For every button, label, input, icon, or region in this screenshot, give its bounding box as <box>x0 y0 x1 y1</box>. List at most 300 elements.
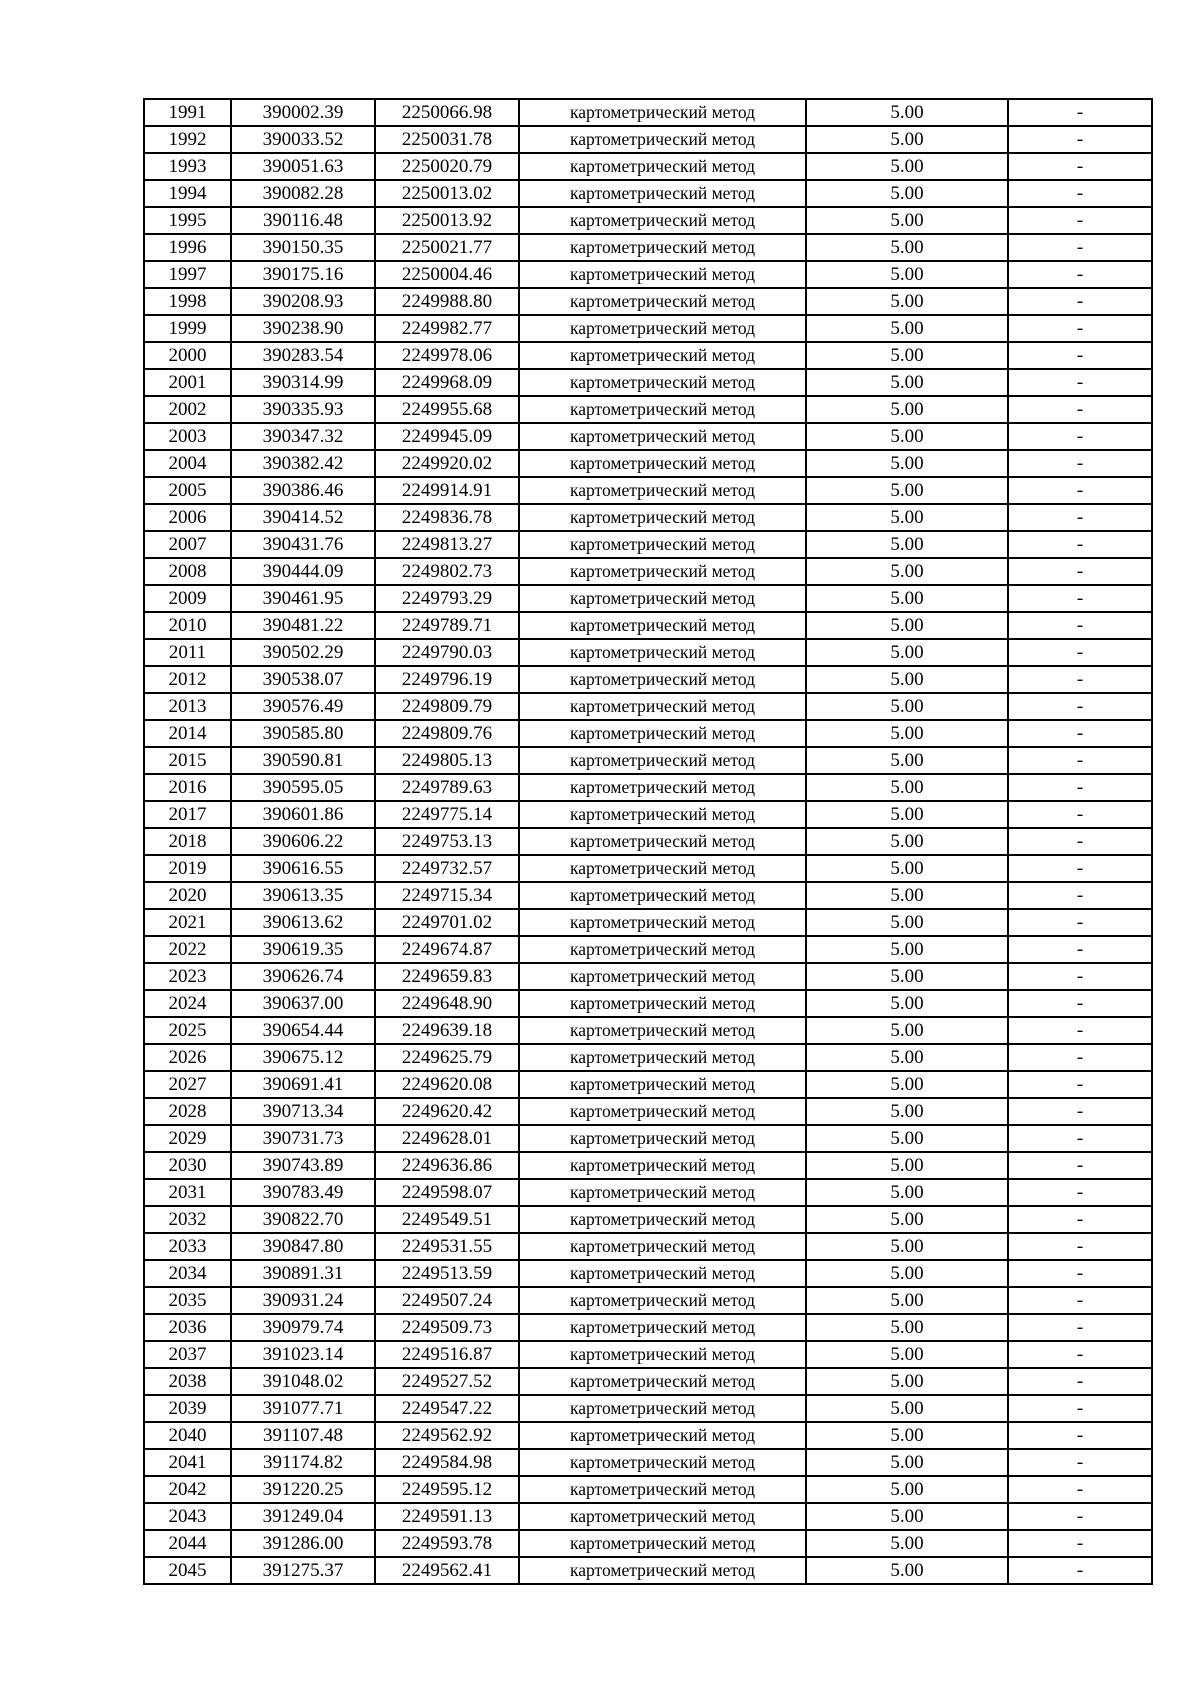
table-row <box>144 99 1152 126</box>
accuracy-cell: 5.00 <box>806 531 1008 558</box>
point-number-cell: 2002 <box>144 396 231 423</box>
accuracy-cell: 5.00 <box>806 1206 1008 1233</box>
y-coordinate-cell: 2249595.12 <box>375 1476 519 1503</box>
note-cell: - <box>1008 423 1152 450</box>
note-cell: - <box>1008 909 1152 936</box>
point-number-cell: 2033 <box>144 1233 231 1260</box>
accuracy-cell: 5.00 <box>806 1179 1008 1206</box>
x-coordinate-cell: 390414.52 <box>231 504 375 531</box>
y-coordinate-cell: 2250021.77 <box>375 234 519 261</box>
y-coordinate-cell: 2249620.42 <box>375 1098 519 1125</box>
accuracy-cell: 5.00 <box>806 666 1008 693</box>
x-coordinate-cell: 390691.41 <box>231 1071 375 1098</box>
note-cell: - <box>1008 99 1152 126</box>
point-number-cell: 1991 <box>144 99 231 126</box>
y-coordinate-cell: 2249513.59 <box>375 1260 519 1287</box>
accuracy-cell: 5.00 <box>806 585 1008 612</box>
method-cell: картометрический метод <box>519 1098 806 1125</box>
method-cell: картометрический метод <box>519 261 806 288</box>
accuracy-cell: 5.00 <box>806 477 1008 504</box>
y-coordinate-cell: 2249593.78 <box>375 1530 519 1557</box>
y-coordinate-cell: 2249715.34 <box>375 882 519 909</box>
method-cell: картометрический метод <box>519 774 806 801</box>
x-coordinate-cell: 390619.35 <box>231 936 375 963</box>
method-cell: картометрический метод <box>519 396 806 423</box>
method-cell: картометрический метод <box>519 693 806 720</box>
table-row <box>144 315 1152 342</box>
x-coordinate-cell: 390585.80 <box>231 720 375 747</box>
x-coordinate-cell: 390613.35 <box>231 882 375 909</box>
method-cell: картометрический метод <box>519 99 806 126</box>
accuracy-cell: 5.00 <box>806 1503 1008 1530</box>
y-coordinate-cell: 2249598.07 <box>375 1179 519 1206</box>
note-cell: - <box>1008 936 1152 963</box>
note-cell: - <box>1008 1449 1152 1476</box>
note-cell: - <box>1008 1017 1152 1044</box>
point-number-cell: 2027 <box>144 1071 231 1098</box>
accuracy-cell: 5.00 <box>806 1368 1008 1395</box>
y-coordinate-cell: 2249802.73 <box>375 558 519 585</box>
accuracy-cell: 5.00 <box>806 1422 1008 1449</box>
table-row <box>144 153 1152 180</box>
method-cell: картометрический метод <box>519 639 806 666</box>
accuracy-cell: 5.00 <box>806 720 1008 747</box>
method-cell: картометрический метод <box>519 936 806 963</box>
method-cell: картометрический метод <box>519 1422 806 1449</box>
note-cell: - <box>1008 1341 1152 1368</box>
note-cell: - <box>1008 504 1152 531</box>
point-number-cell: 2007 <box>144 531 231 558</box>
note-cell: - <box>1008 477 1152 504</box>
table-row <box>144 234 1152 261</box>
accuracy-cell: 5.00 <box>806 1476 1008 1503</box>
accuracy-cell: 5.00 <box>806 1449 1008 1476</box>
note-cell: - <box>1008 1314 1152 1341</box>
method-cell: картометрический метод <box>519 1287 806 1314</box>
point-number-cell: 2028 <box>144 1098 231 1125</box>
y-coordinate-cell: 2249648.90 <box>375 990 519 1017</box>
method-cell: картометрический метод <box>519 963 806 990</box>
method-cell: картометрический метод <box>519 1044 806 1071</box>
accuracy-cell: 5.00 <box>806 423 1008 450</box>
note-cell: - <box>1008 1368 1152 1395</box>
y-coordinate-cell: 2249547.22 <box>375 1395 519 1422</box>
method-cell: картометрический метод <box>519 1449 806 1476</box>
point-number-cell: 2019 <box>144 855 231 882</box>
table-row <box>144 558 1152 585</box>
x-coordinate-cell: 390431.76 <box>231 531 375 558</box>
x-coordinate-cell: 390675.12 <box>231 1044 375 1071</box>
accuracy-cell: 5.00 <box>806 801 1008 828</box>
table-row <box>144 1233 1152 1260</box>
x-coordinate-cell: 390116.48 <box>231 207 375 234</box>
y-coordinate-cell: 2249639.18 <box>375 1017 519 1044</box>
accuracy-cell: 5.00 <box>806 234 1008 261</box>
y-coordinate-cell: 2249516.87 <box>375 1341 519 1368</box>
note-cell: - <box>1008 585 1152 612</box>
note-cell: - <box>1008 1422 1152 1449</box>
x-coordinate-cell: 390033.52 <box>231 126 375 153</box>
table-row <box>144 801 1152 828</box>
point-number-cell: 2044 <box>144 1530 231 1557</box>
table-row <box>144 585 1152 612</box>
point-number-cell: 2045 <box>144 1557 231 1584</box>
method-cell: картометрический метод <box>519 126 806 153</box>
method-cell: картометрический метод <box>519 342 806 369</box>
accuracy-cell: 5.00 <box>806 612 1008 639</box>
point-number-cell: 2021 <box>144 909 231 936</box>
table-row <box>144 1314 1152 1341</box>
accuracy-cell: 5.00 <box>806 990 1008 1017</box>
x-coordinate-cell: 390051.63 <box>231 153 375 180</box>
table-row <box>144 882 1152 909</box>
note-cell: - <box>1008 801 1152 828</box>
x-coordinate-cell: 390606.22 <box>231 828 375 855</box>
note-cell: - <box>1008 1044 1152 1071</box>
y-coordinate-cell: 2249968.09 <box>375 369 519 396</box>
y-coordinate-cell: 2249732.57 <box>375 855 519 882</box>
point-number-cell: 2040 <box>144 1422 231 1449</box>
y-coordinate-cell: 2249620.08 <box>375 1071 519 1098</box>
table-row <box>144 531 1152 558</box>
point-number-cell: 2035 <box>144 1287 231 1314</box>
accuracy-cell: 5.00 <box>806 1044 1008 1071</box>
table-row <box>144 1017 1152 1044</box>
method-cell: картометрический метод <box>519 909 806 936</box>
x-coordinate-cell: 390386.46 <box>231 477 375 504</box>
y-coordinate-cell: 2249988.80 <box>375 288 519 315</box>
note-cell: - <box>1008 1287 1152 1314</box>
accuracy-cell: 5.00 <box>806 342 1008 369</box>
note-cell: - <box>1008 990 1152 1017</box>
x-coordinate-cell: 390576.49 <box>231 693 375 720</box>
y-coordinate-cell: 2249796.19 <box>375 666 519 693</box>
point-number-cell: 1992 <box>144 126 231 153</box>
accuracy-cell: 5.00 <box>806 1395 1008 1422</box>
y-coordinate-cell: 2249628.01 <box>375 1125 519 1152</box>
accuracy-cell: 5.00 <box>806 288 1008 315</box>
point-number-cell: 1998 <box>144 288 231 315</box>
table-row <box>144 747 1152 774</box>
table-row <box>144 1179 1152 1206</box>
method-cell: картометрический метод <box>519 288 806 315</box>
y-coordinate-cell: 2249659.83 <box>375 963 519 990</box>
table-row <box>144 261 1152 288</box>
point-number-cell: 2042 <box>144 1476 231 1503</box>
y-coordinate-cell: 2250066.98 <box>375 99 519 126</box>
x-coordinate-cell: 390444.09 <box>231 558 375 585</box>
x-coordinate-cell: 391048.02 <box>231 1368 375 1395</box>
point-number-cell: 2000 <box>144 342 231 369</box>
y-coordinate-cell: 2249636.86 <box>375 1152 519 1179</box>
note-cell: - <box>1008 1476 1152 1503</box>
accuracy-cell: 5.00 <box>806 639 1008 666</box>
table-row <box>144 936 1152 963</box>
note-cell: - <box>1008 1530 1152 1557</box>
note-cell: - <box>1008 1260 1152 1287</box>
method-cell: картометрический метод <box>519 531 806 558</box>
table-row <box>144 396 1152 423</box>
point-number-cell: 2015 <box>144 747 231 774</box>
note-cell: - <box>1008 342 1152 369</box>
method-cell: картометрический метод <box>519 1125 806 1152</box>
y-coordinate-cell: 2249793.29 <box>375 585 519 612</box>
x-coordinate-cell: 390731.73 <box>231 1125 375 1152</box>
method-cell: картометрический метод <box>519 180 806 207</box>
accuracy-cell: 5.00 <box>806 1341 1008 1368</box>
y-coordinate-cell: 2249509.73 <box>375 1314 519 1341</box>
accuracy-cell: 5.00 <box>806 504 1008 531</box>
method-cell: картометрический метод <box>519 1260 806 1287</box>
x-coordinate-cell: 390082.28 <box>231 180 375 207</box>
note-cell: - <box>1008 153 1152 180</box>
table-row <box>144 450 1152 477</box>
point-number-cell: 1995 <box>144 207 231 234</box>
method-cell: картометрический метод <box>519 990 806 1017</box>
note-cell: - <box>1008 288 1152 315</box>
y-coordinate-cell: 2250013.02 <box>375 180 519 207</box>
x-coordinate-cell: 390626.74 <box>231 963 375 990</box>
point-number-cell: 1999 <box>144 315 231 342</box>
coordinates-table-body <box>144 99 1152 1584</box>
y-coordinate-cell: 2249914.91 <box>375 477 519 504</box>
x-coordinate-cell: 390175.16 <box>231 261 375 288</box>
method-cell: картометрический метод <box>519 1530 806 1557</box>
accuracy-cell: 5.00 <box>806 1233 1008 1260</box>
point-number-cell: 2010 <box>144 612 231 639</box>
y-coordinate-cell: 2249955.68 <box>375 396 519 423</box>
note-cell: - <box>1008 1503 1152 1530</box>
table-row <box>144 1287 1152 1314</box>
method-cell: картометрический метод <box>519 1314 806 1341</box>
point-number-cell: 2014 <box>144 720 231 747</box>
x-coordinate-cell: 390891.31 <box>231 1260 375 1287</box>
table-row <box>144 1476 1152 1503</box>
table-row <box>144 1044 1152 1071</box>
note-cell: - <box>1008 234 1152 261</box>
accuracy-cell: 5.00 <box>806 261 1008 288</box>
table-row <box>144 828 1152 855</box>
method-cell: картометрический метод <box>519 504 806 531</box>
table-row <box>144 666 1152 693</box>
x-coordinate-cell: 390595.05 <box>231 774 375 801</box>
x-coordinate-cell: 391275.37 <box>231 1557 375 1584</box>
note-cell: - <box>1008 828 1152 855</box>
point-number-cell: 2023 <box>144 963 231 990</box>
point-number-cell: 2003 <box>144 423 231 450</box>
y-coordinate-cell: 2249945.09 <box>375 423 519 450</box>
point-number-cell: 2018 <box>144 828 231 855</box>
point-number-cell: 2005 <box>144 477 231 504</box>
table-row <box>144 693 1152 720</box>
accuracy-cell: 5.00 <box>806 153 1008 180</box>
accuracy-cell: 5.00 <box>806 369 1008 396</box>
method-cell: картометрический метод <box>519 720 806 747</box>
x-coordinate-cell: 390783.49 <box>231 1179 375 1206</box>
x-coordinate-cell: 390461.95 <box>231 585 375 612</box>
y-coordinate-cell: 2249753.13 <box>375 828 519 855</box>
point-number-cell: 2009 <box>144 585 231 612</box>
y-coordinate-cell: 2249789.63 <box>375 774 519 801</box>
accuracy-cell: 5.00 <box>806 1314 1008 1341</box>
accuracy-cell: 5.00 <box>806 882 1008 909</box>
note-cell: - <box>1008 882 1152 909</box>
point-number-cell: 2004 <box>144 450 231 477</box>
note-cell: - <box>1008 180 1152 207</box>
accuracy-cell: 5.00 <box>806 207 1008 234</box>
x-coordinate-cell: 390713.34 <box>231 1098 375 1125</box>
note-cell: - <box>1008 396 1152 423</box>
x-coordinate-cell: 390613.62 <box>231 909 375 936</box>
accuracy-cell: 5.00 <box>806 1152 1008 1179</box>
x-coordinate-cell: 391174.82 <box>231 1449 375 1476</box>
x-coordinate-cell: 390847.80 <box>231 1233 375 1260</box>
method-cell: картометрический метод <box>519 882 806 909</box>
point-number-cell: 2029 <box>144 1125 231 1152</box>
method-cell: картометрический метод <box>519 1557 806 1584</box>
note-cell: - <box>1008 693 1152 720</box>
point-number-cell: 1996 <box>144 234 231 261</box>
point-number-cell: 2031 <box>144 1179 231 1206</box>
method-cell: картометрический метод <box>519 153 806 180</box>
method-cell: картометрический метод <box>519 1179 806 1206</box>
x-coordinate-cell: 391249.04 <box>231 1503 375 1530</box>
method-cell: картометрический метод <box>519 1368 806 1395</box>
y-coordinate-cell: 2249531.55 <box>375 1233 519 1260</box>
method-cell: картометрический метод <box>519 1476 806 1503</box>
table-row <box>144 1422 1152 1449</box>
table-row <box>144 963 1152 990</box>
x-coordinate-cell: 390335.93 <box>231 396 375 423</box>
x-coordinate-cell: 390347.32 <box>231 423 375 450</box>
accuracy-cell: 5.00 <box>806 315 1008 342</box>
y-coordinate-cell: 2249982.77 <box>375 315 519 342</box>
accuracy-cell: 5.00 <box>806 1287 1008 1314</box>
x-coordinate-cell: 390979.74 <box>231 1314 375 1341</box>
y-coordinate-cell: 2250004.46 <box>375 261 519 288</box>
x-coordinate-cell: 390743.89 <box>231 1152 375 1179</box>
y-coordinate-cell: 2249562.41 <box>375 1557 519 1584</box>
point-number-cell: 2016 <box>144 774 231 801</box>
table-row <box>144 288 1152 315</box>
point-number-cell: 2020 <box>144 882 231 909</box>
accuracy-cell: 5.00 <box>806 747 1008 774</box>
point-number-cell: 2022 <box>144 936 231 963</box>
accuracy-cell: 5.00 <box>806 963 1008 990</box>
note-cell: - <box>1008 855 1152 882</box>
point-number-cell: 2039 <box>144 1395 231 1422</box>
x-coordinate-cell: 390238.90 <box>231 315 375 342</box>
table-row <box>144 1071 1152 1098</box>
y-coordinate-cell: 2249507.24 <box>375 1287 519 1314</box>
note-cell: - <box>1008 261 1152 288</box>
y-coordinate-cell: 2250013.92 <box>375 207 519 234</box>
note-cell: - <box>1008 720 1152 747</box>
accuracy-cell: 5.00 <box>806 1071 1008 1098</box>
y-coordinate-cell: 2249813.27 <box>375 531 519 558</box>
method-cell: картометрический метод <box>519 1503 806 1530</box>
x-coordinate-cell: 391286.00 <box>231 1530 375 1557</box>
x-coordinate-cell: 391023.14 <box>231 1341 375 1368</box>
note-cell: - <box>1008 639 1152 666</box>
note-cell: - <box>1008 747 1152 774</box>
point-number-cell: 2011 <box>144 639 231 666</box>
x-coordinate-cell: 390616.55 <box>231 855 375 882</box>
x-coordinate-cell: 390283.54 <box>231 342 375 369</box>
method-cell: картометрический метод <box>519 450 806 477</box>
method-cell: картометрический метод <box>519 1233 806 1260</box>
note-cell: - <box>1008 531 1152 558</box>
method-cell: картометрический метод <box>519 315 806 342</box>
point-number-cell: 2006 <box>144 504 231 531</box>
x-coordinate-cell: 390654.44 <box>231 1017 375 1044</box>
table-row <box>144 909 1152 936</box>
accuracy-cell: 5.00 <box>806 1557 1008 1584</box>
accuracy-cell: 5.00 <box>806 558 1008 585</box>
method-cell: картометрический метод <box>519 1017 806 1044</box>
table-row <box>144 774 1152 801</box>
method-cell: картометрический метод <box>519 234 806 261</box>
accuracy-cell: 5.00 <box>806 936 1008 963</box>
accuracy-cell: 5.00 <box>806 1098 1008 1125</box>
y-coordinate-cell: 2249584.98 <box>375 1449 519 1476</box>
note-cell: - <box>1008 963 1152 990</box>
table-row <box>144 369 1152 396</box>
point-number-cell: 2036 <box>144 1314 231 1341</box>
method-cell: картометрический метод <box>519 747 806 774</box>
point-number-cell: 2012 <box>144 666 231 693</box>
point-number-cell: 2008 <box>144 558 231 585</box>
method-cell: картометрический метод <box>519 1152 806 1179</box>
table-row <box>144 342 1152 369</box>
x-coordinate-cell: 390150.35 <box>231 234 375 261</box>
accuracy-cell: 5.00 <box>806 180 1008 207</box>
accuracy-cell: 5.00 <box>806 396 1008 423</box>
method-cell: картометрический метод <box>519 612 806 639</box>
point-number-cell: 2001 <box>144 369 231 396</box>
method-cell: картометрический метод <box>519 477 806 504</box>
y-coordinate-cell: 2249920.02 <box>375 450 519 477</box>
method-cell: картометрический метод <box>519 369 806 396</box>
point-number-cell: 1994 <box>144 180 231 207</box>
table-row <box>144 639 1152 666</box>
note-cell: - <box>1008 1179 1152 1206</box>
x-coordinate-cell: 390590.81 <box>231 747 375 774</box>
accuracy-cell: 5.00 <box>806 99 1008 126</box>
note-cell: - <box>1008 1395 1152 1422</box>
point-number-cell: 2037 <box>144 1341 231 1368</box>
y-coordinate-cell: 2250020.79 <box>375 153 519 180</box>
method-cell: картометрический метод <box>519 801 806 828</box>
table-row <box>144 1152 1152 1179</box>
point-number-cell: 2043 <box>144 1503 231 1530</box>
y-coordinate-cell: 2249789.71 <box>375 612 519 639</box>
note-cell: - <box>1008 558 1152 585</box>
point-number-cell: 2032 <box>144 1206 231 1233</box>
x-coordinate-cell: 390502.29 <box>231 639 375 666</box>
note-cell: - <box>1008 450 1152 477</box>
x-coordinate-cell: 390481.22 <box>231 612 375 639</box>
point-number-cell: 2024 <box>144 990 231 1017</box>
method-cell: картометрический метод <box>519 558 806 585</box>
coordinates-table <box>143 98 1153 1585</box>
table-row <box>144 1341 1152 1368</box>
method-cell: картометрический метод <box>519 207 806 234</box>
table-row <box>144 1530 1152 1557</box>
note-cell: - <box>1008 1233 1152 1260</box>
table-row <box>144 720 1152 747</box>
accuracy-cell: 5.00 <box>806 1017 1008 1044</box>
